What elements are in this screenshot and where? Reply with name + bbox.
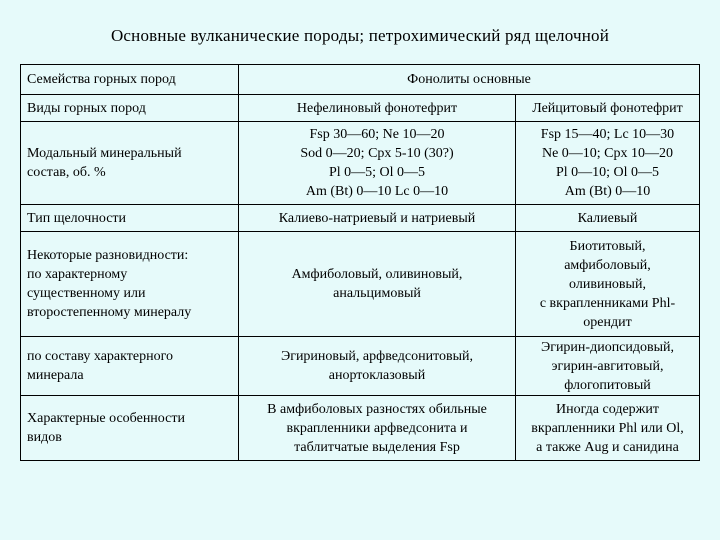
table-row-modal [21, 122, 700, 205]
row-label-family: Семейства горных пород [21, 65, 239, 95]
alkalinity-nepheline: Калиево-натриевый и натриевый [239, 205, 516, 232]
row-label-modal: Модальный минеральный состав, об. % [21, 122, 239, 205]
alkalinity-leucite: Калиевый [516, 205, 700, 232]
type-nepheline: Нефелиновый фонотефрит [239, 95, 516, 122]
varieties-leucite: Биотитовый, амфиболовый, оливиновый, с вкрапленниками Phl- орендит [516, 232, 700, 337]
table-row-composition [21, 337, 700, 396]
table-row-varieties [21, 232, 700, 337]
composition-nepheline: Эгириновый, арфведсонитовый, анортоклазовый [239, 337, 516, 396]
modal-leucite: Fsp 15—40; Lc 10—30 Ne 0—10; Cpx 10—20 Pl 0—10; Ol 0—5 Am (Bt) 0—10 [516, 122, 700, 205]
row-label-types: Виды горных пород [21, 95, 239, 122]
row-label-features: Характерные особенности видов [21, 396, 239, 461]
row-label-varieties: Некоторые разновидности: по характерному существенному или второстепенному минералу [21, 232, 239, 337]
row-label-composition: по составу характерного минерала [21, 337, 239, 396]
modal-nepheline: Fsp 30—60; Ne 10—20 Sod 0—20; Cpx 5-10 (30?) Pl 0—5; Ol 0—5 Am (Bt) 0—10 Lc 0—10 [239, 122, 516, 205]
table-row-features [21, 396, 700, 461]
features-leucite: Иногда содержит вкрапленники Phl или Ol, а также Aug и санидина [516, 396, 700, 461]
varieties-nepheline: Амфиболовый, оливиновый, анальцимовый [239, 232, 516, 337]
page-title: Основные вулканические породы; петрохимический ряд щелочной [110, 26, 610, 45]
composition-leucite: Эгирин-диопсидовый, эгирин-авгитовый, флогопитовый [516, 337, 700, 396]
family-value: Фонолиты основные [239, 65, 700, 95]
table-row-alkalinity [21, 205, 700, 232]
table-row-types [21, 95, 700, 122]
features-nepheline: В амфиболовых разностях обильные вкрапленники арфведсонита и таблитчатые выделения Fsp [239, 396, 516, 461]
row-label-alkalinity: Тип щелочности [21, 205, 239, 232]
table-row-family [21, 65, 700, 95]
type-leucite: Лейцитовый фонотефрит [516, 95, 700, 122]
rock-properties-table [20, 64, 700, 461]
